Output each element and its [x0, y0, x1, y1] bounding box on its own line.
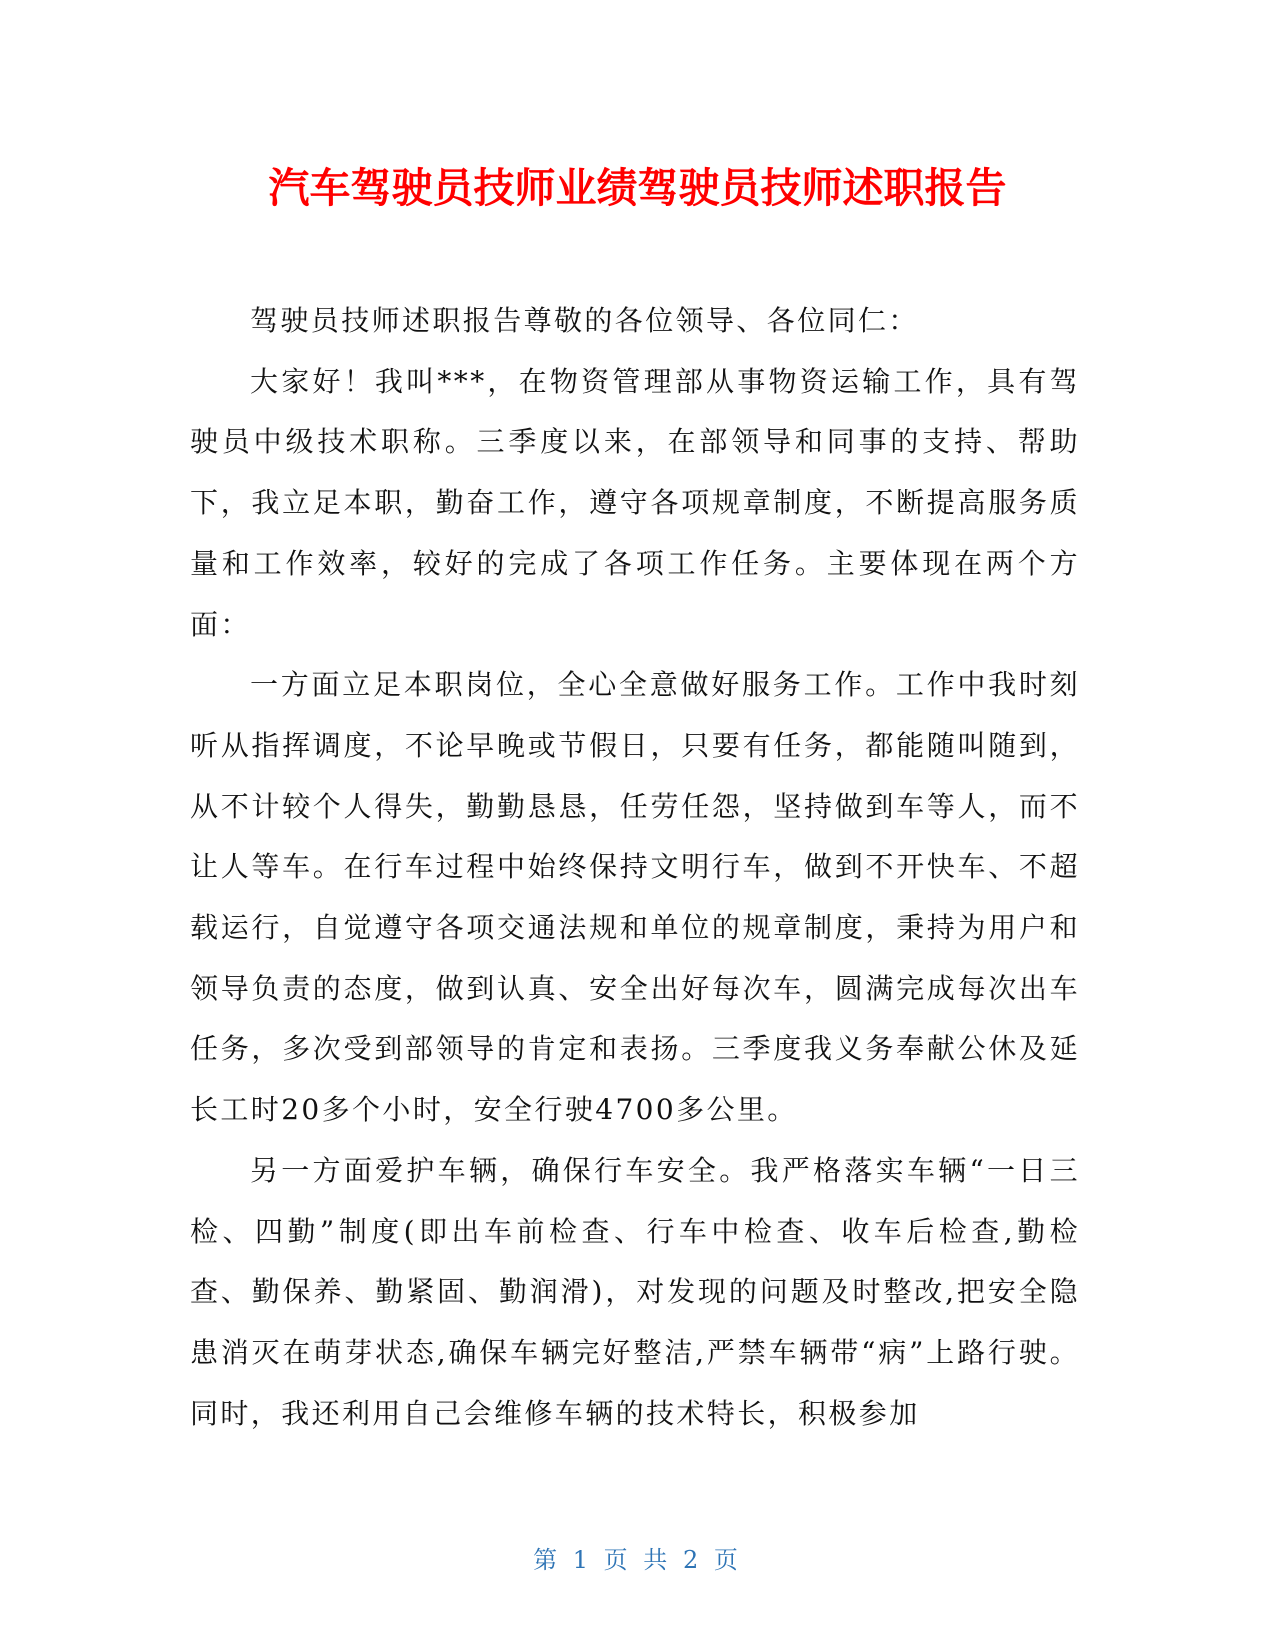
page-number-label: 第 1 页 共 2 页	[533, 1546, 742, 1574]
document-title: 汽车驾驶员技师业绩驾驶员技师述职报告	[268, 164, 1007, 212]
paragraph-introduction: 大家好！我叫***，在物资管理部从事物资运输工作，具有驾驶员中级技术职称。三季度以来，在部领导和同事的支持、帮助下，我立足本职，勤奋工作，遵守各项规章制度，不断提高服务质量和工作效率，较好的完成了各项工作任务。主要体现在两个方面：	[190, 364, 1080, 641]
paragraph-vehicle-care: 另一方面爱护车辆，确保行车安全。我严格落实车辆“一日三检、四勤”制度(即出车前检查、行车中检查、收车后检查,勤检查、勤保养、勤紧固、勤润滑)，对发现的问题及时整改,把安全隐患消灭在萌芽状态,确保车辆完好整洁,严禁车辆带“病”上路行驶。同时，我还利用自己会维修车辆的技术特长，积极参加	[190, 1153, 1080, 1430]
paragraph-salutation: 驾驶员技师述职报告尊敬的各位领导、各位同仁：	[250, 304, 919, 337]
page-footer	[0, 1540, 1275, 1575]
document-body	[190, 291, 1080, 1444]
paragraph-service-work: 一方面立足本职岗位，全心全意做好服务工作。工作中我时刻听从指挥调度，不论早晚或节假日，只要有任务，都能随叫随到，从不计较个人得失，勤勤恳恳，任劳任怨，坚持做到车等人，而不让人等车。在行车过程中始终保持文明行车，做到不开快车、不超载运行，自觉遵守各项交通法规和单位的规章制度，秉持为用户和领导负责的态度，做到认真、安全出好每次车，圆满完成每次出车任务，多次受到部领导的肯定和表扬。三季度我义务奉献公休及延长工时20多个小时，安全行驶4700多公里。	[190, 668, 1080, 1127]
